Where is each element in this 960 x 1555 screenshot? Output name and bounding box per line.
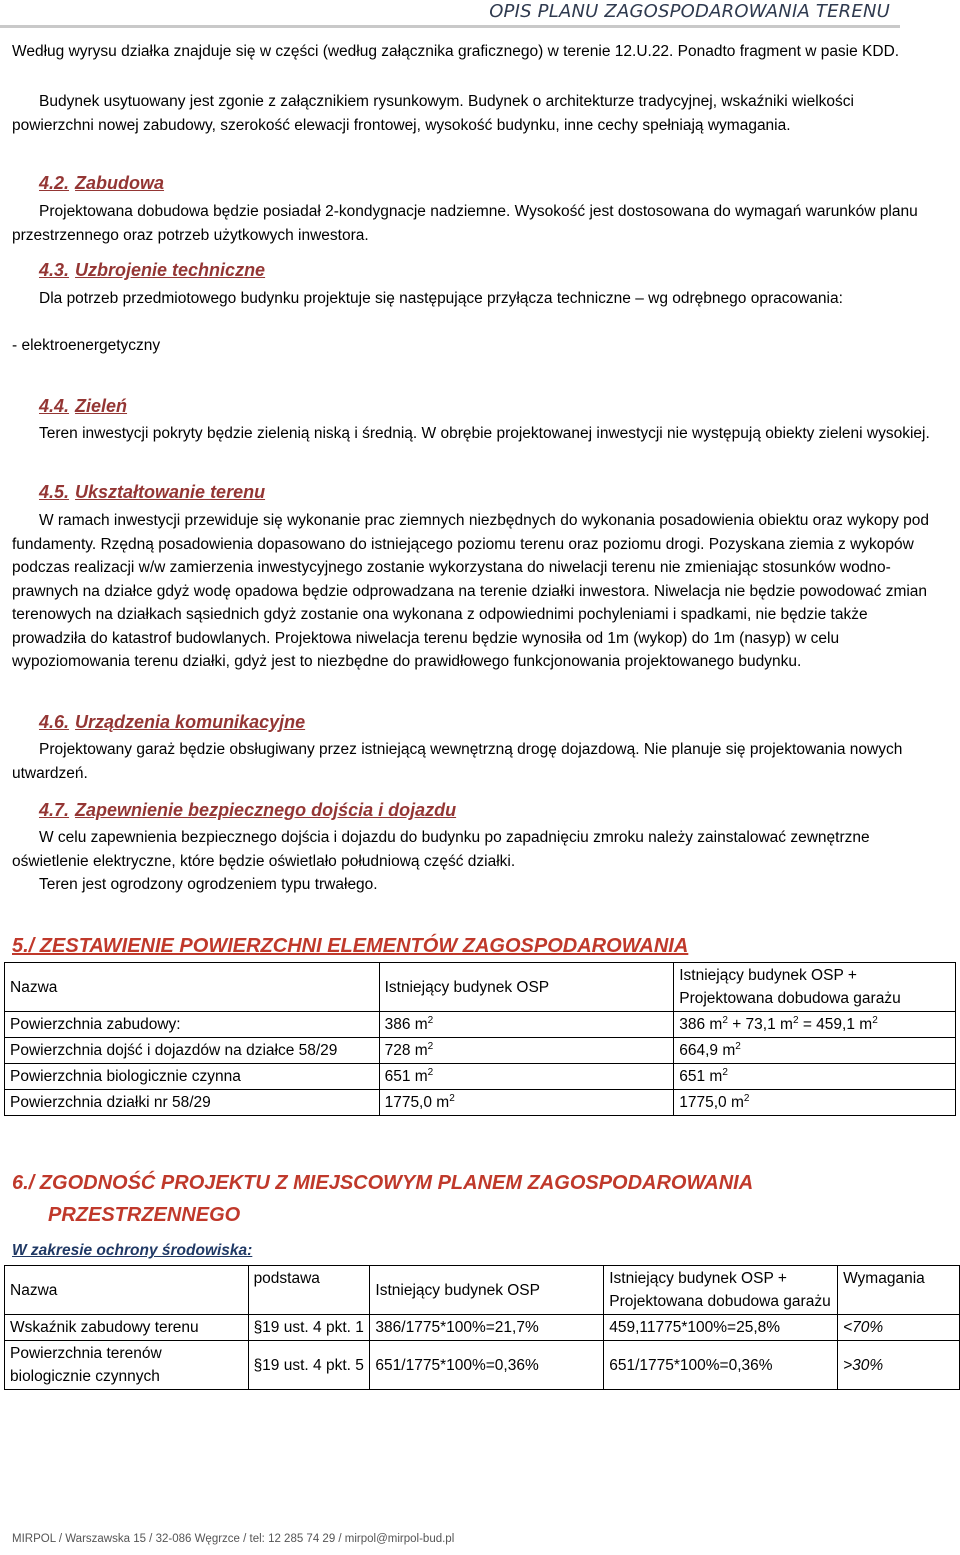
section-4-3-text: Dla potrzeb przedmiotowego budynku projektuje się następujące przyłącza techniczne – wg odrębnego opracowania: bbox=[39, 290, 843, 307]
compliance-table bbox=[4, 1265, 960, 1390]
table-cell bbox=[674, 1012, 956, 1038]
table-header-cell: Nazwa bbox=[5, 1266, 249, 1315]
superscript: 2 bbox=[427, 1067, 434, 1078]
value: 651 m bbox=[384, 1068, 428, 1085]
table-cell: Powierzchnia biologicznie czynna bbox=[5, 1064, 380, 1090]
table-cell bbox=[379, 1012, 674, 1038]
table-cell bbox=[674, 1090, 956, 1116]
section-4-7-text: W celu zapewnienia bezpiecznego dojścia i dojazdu do budynku po zapadnięciu zmroku należy zainstalować zewnętrzne oświetlenie elektryczne, które będzie oświetlało południową część działki. bbox=[12, 829, 870, 870]
table-cell: <70% bbox=[838, 1315, 960, 1341]
superscript: 2 bbox=[427, 1015, 434, 1026]
section-number: 4.6. bbox=[39, 712, 70, 732]
value: 651 m bbox=[679, 1068, 723, 1085]
table-cell: Wskaźnik zabudowy terenu bbox=[5, 1315, 249, 1341]
table-header-cell: Istniejący budynek OSP bbox=[379, 963, 674, 1012]
table-cell: >30% bbox=[838, 1341, 960, 1390]
table-row bbox=[5, 1038, 956, 1064]
section-4-3-list-item: - elektroenergetyczny bbox=[12, 337, 161, 354]
section-number: 4.4. bbox=[39, 396, 70, 416]
table-cell: Powierzchnia działki nr 58/29 bbox=[5, 1090, 380, 1116]
table-row bbox=[5, 1315, 960, 1341]
value: 664,9 m bbox=[679, 1042, 736, 1059]
header-title: OPIS PLANU ZAGOSPODAROWANIA TERENU bbox=[489, 1, 890, 22]
table-header-row bbox=[5, 963, 956, 1012]
section-5-title: 5./ ZESTAWIENIE POWIERZCHNI ELEMENTÓW ZAGOSPODAROWANIA bbox=[12, 935, 689, 957]
environment-subheading: W zakresie ochrony środowiska: bbox=[12, 1242, 253, 1259]
section-4-2-text: Projektowana dobudowa będzie posiadał 2-kondygnacje nadziemne. Wysokość jest dostosowana do wymagań warunków planu przestrzennego oraz potrzeb użytkowych inwestora. bbox=[12, 203, 918, 244]
table-header-cell: podstawa bbox=[248, 1266, 370, 1315]
header-divider bbox=[0, 25, 900, 28]
section-4-5-text: W ramach inwestycji przewiduje się wykonanie prac ziemnych niezbędnych do wykonania posadowienia obiektu oraz wykopy pod fundamenty. Rzędną posadowienia dopasowano do istniejącego poziomu terenu oraz poziomu drogi. Pozyskana ziemia z wykopów podczas realizacji w/w zamierzenia inwestycyjnego zostanie wykorzystana do niwelacji terenu nie zmieniając stosunków wodno-prawnych na działce gdyż wodę opadowa będzie odprowadzana na terenie działki inwestora. Niwelacja nie będzie powodować zmian terenowych na działkach sąsiednich gdyż zostanie ona wykonana z odpowiednimi pochyleniami i spadkami, nie będzie także prowadziła do katastrof budowlanych. Projektowa niwelacja terenu będzie wynosiła od 1m (wykop) do 1m (nasyp) w celu wypoziomowania terenu działki, gdyż jest to niezbędne do prawidłowego funkcjonowania projektowanego budynku. bbox=[12, 512, 929, 670]
table-cell: 386/1775*100%=21,7% bbox=[370, 1315, 604, 1341]
table-cell bbox=[674, 1064, 956, 1090]
intro-paragraph-1: Według wyrysu działka znajduje się w części (według załącznika graficznego) w terenie 12.U.22. Ponadto fragment w pasie KDD. bbox=[12, 43, 900, 60]
table-cell: 651/1775*100%=0,36% bbox=[604, 1341, 838, 1390]
footer-contact: MIRPOL / Warszawska 15 / 32-086 Węgrzce / tel: 12 285 74 29 / mirpol@mirpol-bud.pl bbox=[12, 1533, 455, 1545]
value: = 459,1 m bbox=[798, 1016, 873, 1033]
table-header-cell: Istniejący budynek OSP + Projektowana dobudowa garażu bbox=[674, 963, 956, 1012]
table-cell: 459,11775*100%=25,8% bbox=[604, 1315, 838, 1341]
section-title: Urządzenia komunikacyjne bbox=[75, 712, 306, 732]
value: + 73,1 m bbox=[727, 1016, 793, 1033]
section-title: Zabudowa bbox=[75, 173, 165, 193]
table-header-cell: Istniejący budynek OSP + Projektowana dobudowa garażu bbox=[604, 1266, 838, 1315]
table-header-row bbox=[5, 1266, 960, 1315]
table-row bbox=[5, 1341, 960, 1390]
section-number: 4.3. bbox=[39, 260, 70, 280]
section-4-7-text-2: Teren jest ogrodzony ogrodzeniem typu trwałego. bbox=[39, 876, 378, 893]
table-cell bbox=[379, 1064, 674, 1090]
superscript: 2 bbox=[743, 1093, 750, 1104]
section-number: 4.5. bbox=[39, 482, 70, 502]
section-4-6-heading bbox=[39, 712, 305, 733]
section-title: Zieleń bbox=[75, 396, 128, 416]
intro-paragraph-2: Budynek usytuowany jest zgonie z załącznikiem rysunkowym. Budynek o architekturze tradycyjnej, wskaźniki wielkości powierzchni nowej zabudowy, szerokość elewacji frontowej, wysokość budynku, inne cechy spełniają wymagania. bbox=[12, 93, 854, 134]
table-row bbox=[5, 1090, 956, 1116]
table-cell: 651/1775*100%=0,36% bbox=[370, 1341, 604, 1390]
section-title: Zapewnienie bezpiecznego dojścia i dojazdu bbox=[75, 800, 457, 820]
table-header-cell: Wymagania bbox=[838, 1266, 960, 1315]
section-6-title-line-2: PRZESTRZENNEGO bbox=[48, 1204, 241, 1226]
table-header-cell: Nazwa bbox=[5, 963, 380, 1012]
section-title: Ukształtowanie terenu bbox=[75, 482, 266, 502]
section-6-title-line-1: 6./ ZGODNOŚĆ PROJEKTU Z MIEJSCOWYM PLANEM ZAGOSPODAROWANIA bbox=[12, 1172, 754, 1194]
superscript: 2 bbox=[427, 1041, 434, 1052]
section-4-5-heading bbox=[39, 482, 265, 503]
superscript: 2 bbox=[735, 1041, 741, 1052]
section-title: Uzbrojenie techniczne bbox=[75, 260, 266, 280]
table-cell: §19 ust. 4 pkt. 5 bbox=[248, 1341, 370, 1390]
table-row bbox=[5, 1064, 956, 1090]
section-4-4-heading bbox=[39, 396, 127, 417]
section-4-6-text: Projektowany garaż będzie obsługiwany przez istniejącą wewnętrzną drogę dojazdową. Nie planuje się projektowania nowych utwardzeń. bbox=[12, 741, 903, 782]
superscript: 2 bbox=[872, 1015, 878, 1026]
section-number: 4.7. bbox=[39, 800, 70, 820]
section-number: 4.2. bbox=[39, 173, 70, 193]
table-cell: Powierzchnia dojść i dojazdów na działce 58/29 bbox=[5, 1038, 380, 1064]
surfaces-table bbox=[4, 962, 956, 1116]
table-row bbox=[5, 1012, 956, 1038]
table-cell bbox=[674, 1038, 956, 1064]
value: 728 m bbox=[384, 1042, 428, 1059]
table-cell: §19 ust. 4 pkt. 1 bbox=[248, 1315, 370, 1341]
section-4-3-heading bbox=[39, 260, 265, 281]
section-4-2-heading bbox=[39, 173, 164, 194]
section-4-7-heading bbox=[39, 800, 456, 821]
table-cell: Powierzchnia terenów biologicznie czynnych bbox=[5, 1341, 249, 1390]
value: 1775,0 m bbox=[679, 1094, 744, 1111]
table-header-cell: Istniejący budynek OSP bbox=[370, 1266, 604, 1315]
section-4-4-text: Teren inwestycji pokryty będzie zielenią niską i średnią. W obrębie projektowanej inwestycji nie występują obiekty zieleni wysokiej. bbox=[39, 425, 930, 442]
superscript: 2 bbox=[722, 1067, 728, 1078]
superscript: 2 bbox=[792, 1015, 799, 1026]
value: 386 m bbox=[679, 1016, 723, 1033]
superscript: 2 bbox=[449, 1093, 455, 1104]
table-cell bbox=[379, 1090, 674, 1116]
value: 386 m bbox=[384, 1016, 428, 1033]
value: 1775,0 m bbox=[384, 1094, 450, 1111]
table-cell bbox=[379, 1038, 674, 1064]
superscript: 2 bbox=[722, 1015, 728, 1026]
table-cell: Powierzchnia zabudowy: bbox=[5, 1012, 380, 1038]
